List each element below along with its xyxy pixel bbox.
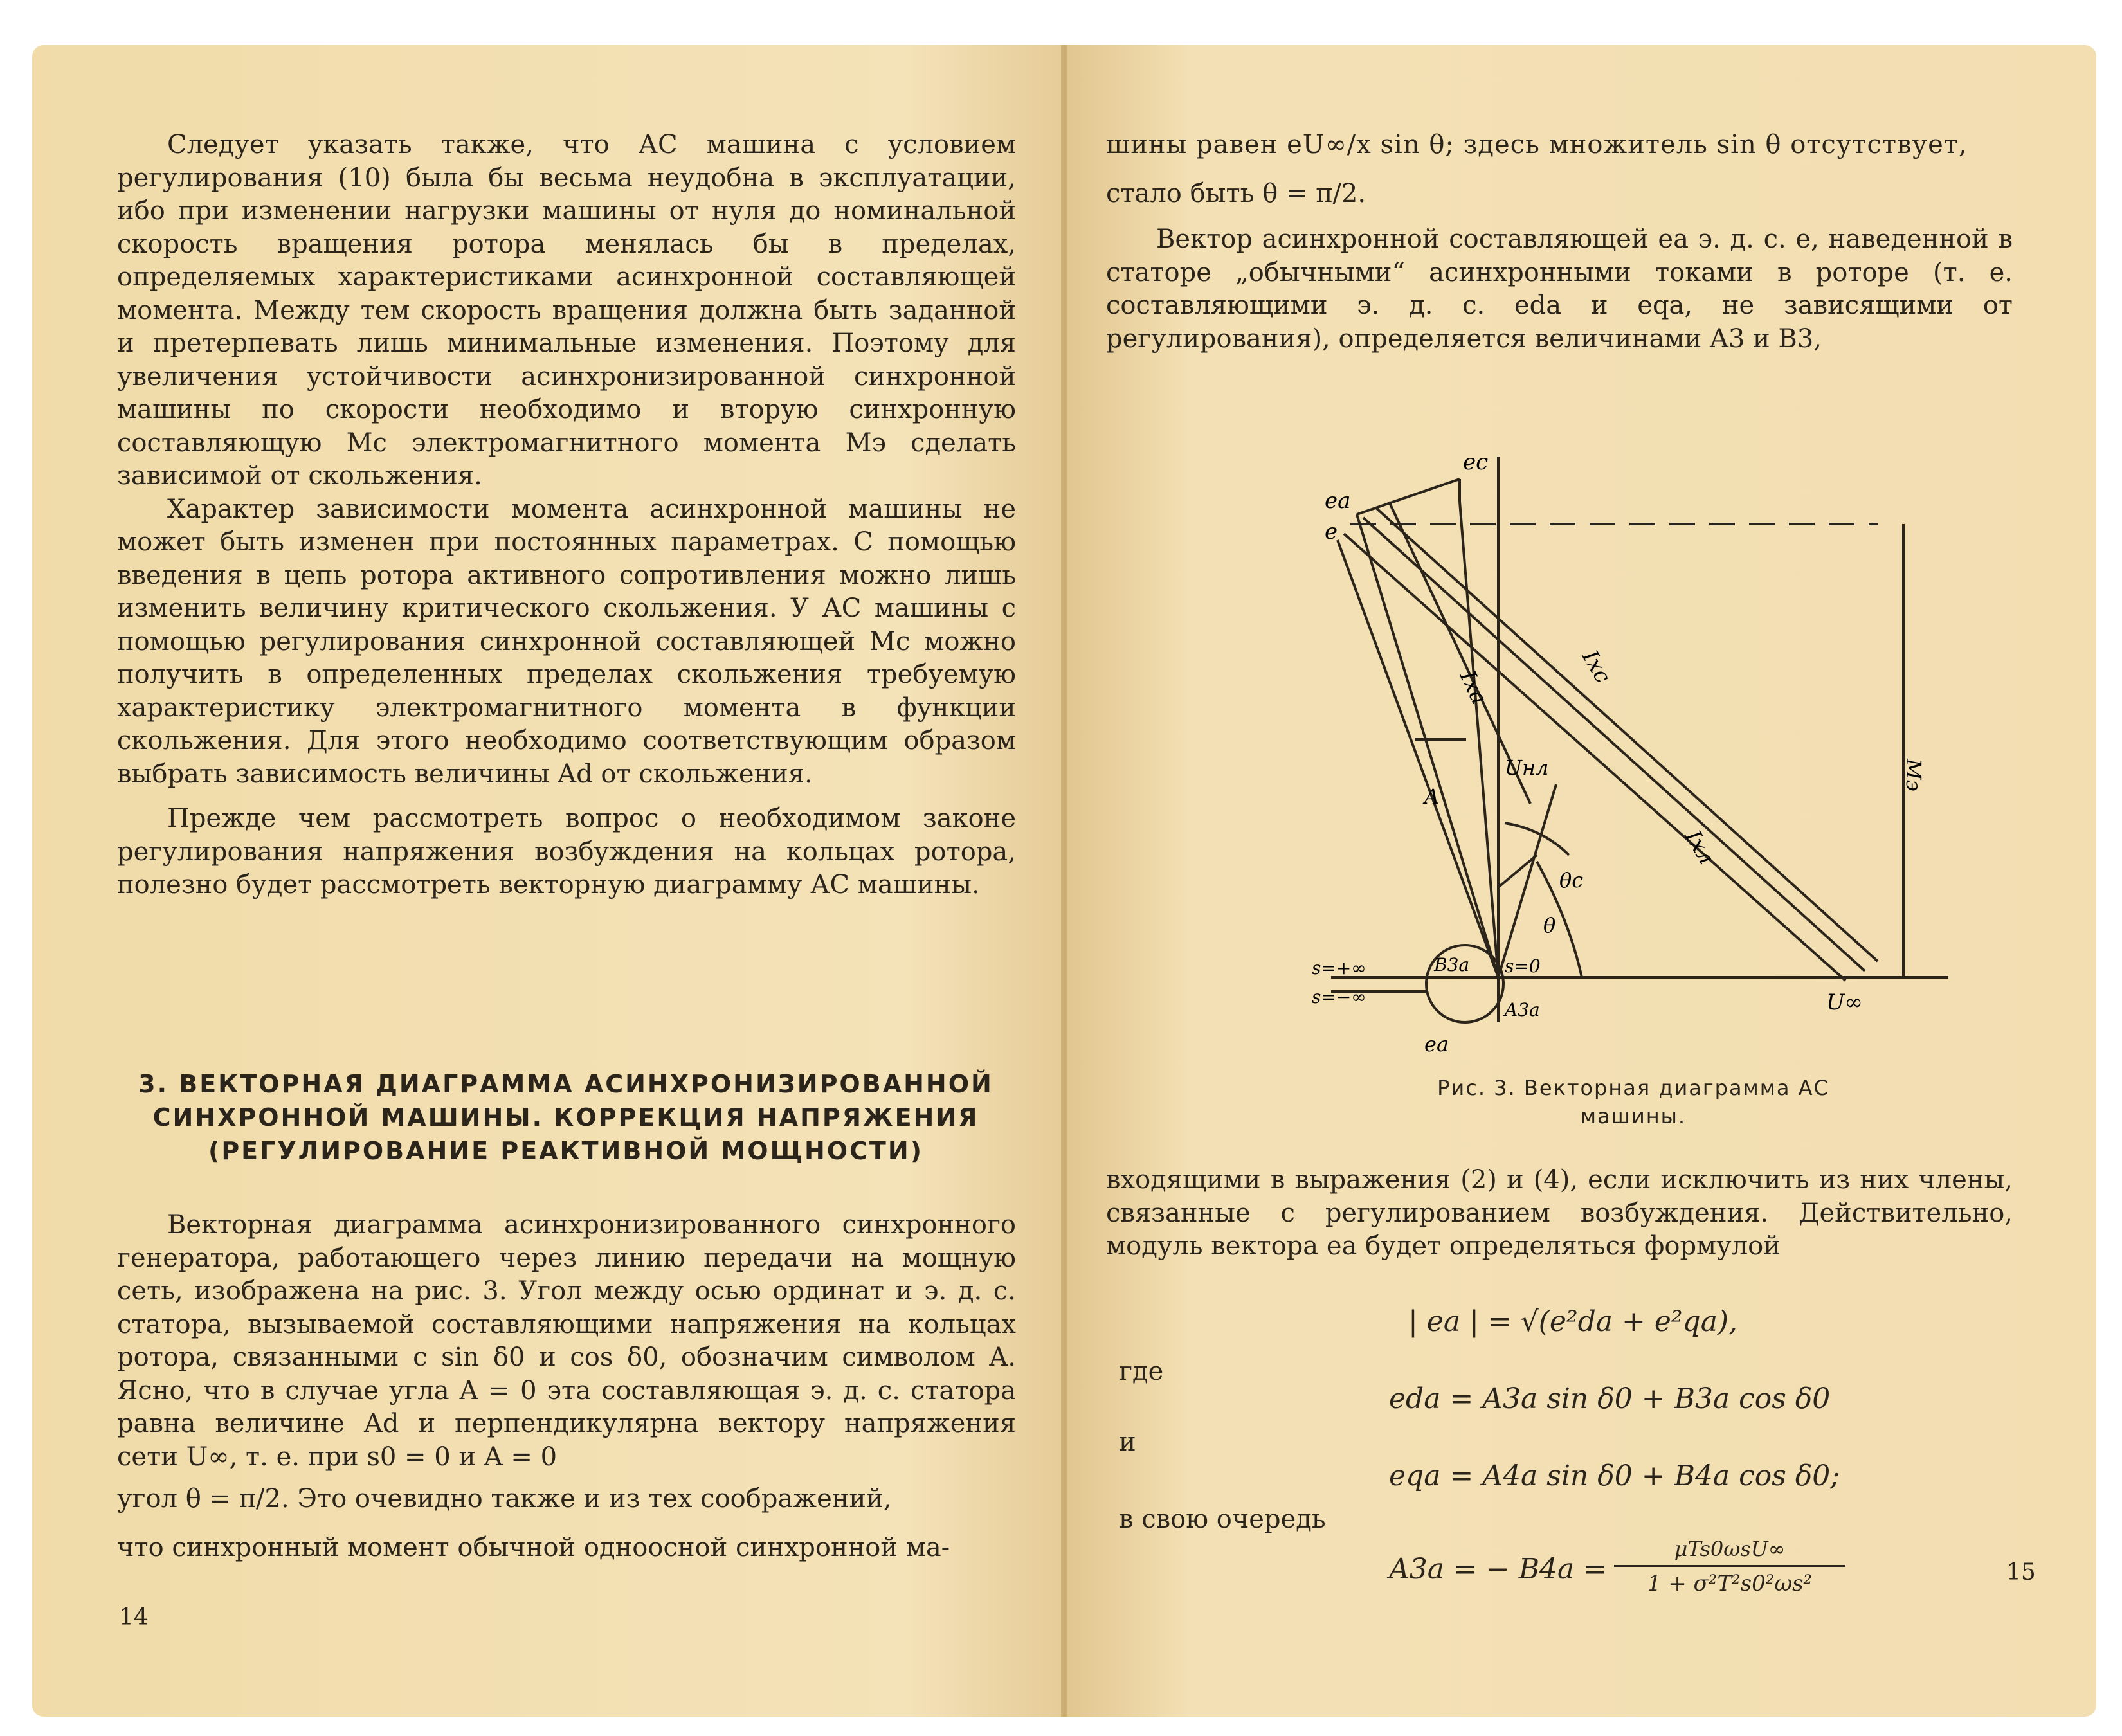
caption-line-2: машины.	[1580, 1104, 1687, 1128]
left-page	[32, 45, 1061, 1717]
label-ixa: Ixa	[1454, 666, 1492, 709]
right-page	[1067, 45, 2096, 1717]
formula-a3a-denominator: 1 + σ²T²s0²ωs²	[1647, 1571, 1813, 1596]
right-paragraph-2: входящими в выражения (2) и (4), если исключить из них члены, связанные с регулированием возбуждения. Действительно, модуль вектора ea будет определяться формулой	[1106, 1165, 2013, 1261]
left-text-block	[117, 129, 1016, 902]
formula-a3a-left: A3a = − B4a =	[1389, 1553, 1608, 1586]
label-in-turn: в свою очередь	[1119, 1505, 1326, 1534]
heading-line-1: 3. ВЕКТОРНАЯ ДИАГРАММА АСИНХРОНИЗИРОВАННОЙ	[138, 1070, 993, 1098]
formula-modulus: | ea | = √(e²da + e²qa),	[1408, 1305, 1738, 1338]
label-e: e	[1325, 519, 1338, 545]
label-theta: θ	[1543, 913, 1556, 937]
label-s-minus: s=−∞	[1312, 986, 1366, 1008]
right-paragraph-2-block	[1106, 1164, 2013, 1263]
paragraph-4-last: что синхронный момент обычной одноосной синхронной ма-	[117, 1532, 950, 1562]
paragraph-3: Прежде чем рассмотреть вопрос о необходимом законе регулирования напряжения возбуждения на кольцах ротора, полезно будет рассмотреть векторную диаграмму АС машины.	[117, 804, 1016, 900]
label-a3a: A3a	[1505, 999, 1540, 1020]
right-line-1: шины равен eU∞/x sin θ; здесь множитель sin θ отсутствует,	[1106, 130, 1968, 159]
formula-eda: eda = A3a sin δ0 + B3a cos δ0	[1389, 1382, 1831, 1415]
label-where: где	[1119, 1357, 1164, 1386]
label-m: Mэ	[1901, 759, 1926, 791]
label-ea-top: ea	[1325, 488, 1351, 514]
paragraph-4-block	[117, 1209, 1016, 1564]
page-number-left: 14	[119, 1604, 149, 1631]
label-ixc: Ixc	[1577, 646, 1616, 688]
label-ixn: Ixл	[1680, 826, 1719, 869]
vector-ixc	[1363, 518, 1865, 971]
label-s-plus: s=+∞	[1312, 957, 1366, 979]
section-heading	[129, 1067, 1003, 1168]
label-ea-bottom: ea	[1424, 1032, 1449, 1056]
heading-line-2: СИНХРОННОЙ МАШИНЫ. КОРРЕКЦИЯ НАПРЯЖЕНИЯ	[152, 1103, 979, 1132]
figure-caption	[1312, 1074, 1955, 1130]
formula-a3a-fraction	[1614, 1537, 1845, 1596]
formula-eqa: eqa = A4a sin δ0 + B4a cos δ0;	[1389, 1460, 1840, 1492]
label-s0: s=0	[1505, 955, 1541, 977]
formula-a3a-numerator: μTs0ωsU∞	[1614, 1537, 1845, 1567]
top-link	[1357, 479, 1460, 514]
label-ec: ec	[1463, 449, 1489, 475]
right-paragraph-1: Вектор асинхронной составляющей ea э. д. с. e, наведенной в статоре „обычными“ асинхронными токами в роторе (т. е. составляющими э. д. с. eda и eqa, не зависящими от регулирования), определяется величинами A3 и B3,	[1106, 224, 2013, 354]
heading-line-3: (РЕГУЛИРОВАНИЕ РЕАКТИВНОЙ МОЩНОСТИ)	[208, 1137, 924, 1165]
right-top-lines	[1106, 129, 2013, 356]
caption-line-1: Рис. 3. Векторная диаграмма АС	[1437, 1076, 1829, 1100]
vector-ixn	[1344, 534, 1845, 981]
paragraph-1: Следует указать также, что АС машина с условием регулирования (10) была бы весьма неудобна в эксплуатации, ибо при изменении нагрузки машины от нуля до номинальной скорость вращения ротора менялась бы в пределах, определяемых характеристиками асинхронной составляющей момента. Между тем скорость вращения должна быть заданной и претерпевать лишь минимальные изменения. Поэтому для увеличения устойчивости асинхронизированной синхронной машины по скорости необходимо и вторую синхронную составляющую Mс электромагнитного момента Mэ сделать зависимой от скольжения.	[117, 130, 1016, 491]
label-b3a: B3a	[1434, 954, 1470, 975]
right-line-2: стало быть θ = π/2.	[1106, 178, 1366, 208]
vector-ixc2	[1376, 508, 1878, 961]
paragraph-2: Характер зависимости момента асинхронной машины не может быть изменен при постоянных параметрах. С помощью введения в цепь ротора активного сопротивления можно лишь изменить величину критического скольжения. У АС машины с помощью регулирования синхронной составляющей Mс можно получить в определенных пределах скольжения требуемую характеристику электромагнитного момента в функции скольжения. Для этого необходимо соответствующим образом выбрать зависимость величины Ad от скольжения.	[117, 494, 1016, 789]
paragraph-4: Векторная диаграмма асинхронизированного синхронного генератора, работающего через линию передачи на мощную сеть, изображена на рис. 3. Угол между осью ординат и э. д. с. статора, вызываемой составляющими напряжения на кольцах ротора, связанными с sin δ0 и cos δ0, обозначим символом A. Ясно, что в случае угла A = 0 эта составляющая э. д. с. статора равна величине Ad и перпендикулярна вектору напряжения сети U∞, т. е. при s0 = 0 и A = 0	[117, 1210, 1016, 1472]
paragraph-4-end: угол θ = π/2. Это очевидно также и из тех соображений,	[117, 1484, 892, 1514]
label-theta-c: θc	[1559, 868, 1584, 892]
label-a: A	[1424, 784, 1440, 809]
vector-diagram	[1312, 444, 1955, 1061]
vector-e	[1338, 540, 1498, 977]
label-u-inf: U∞	[1826, 990, 1863, 1015]
page-number-right: 15	[2006, 1559, 2036, 1586]
label-and: и	[1119, 1427, 1136, 1457]
label-unl: Uнл	[1505, 755, 1549, 780]
